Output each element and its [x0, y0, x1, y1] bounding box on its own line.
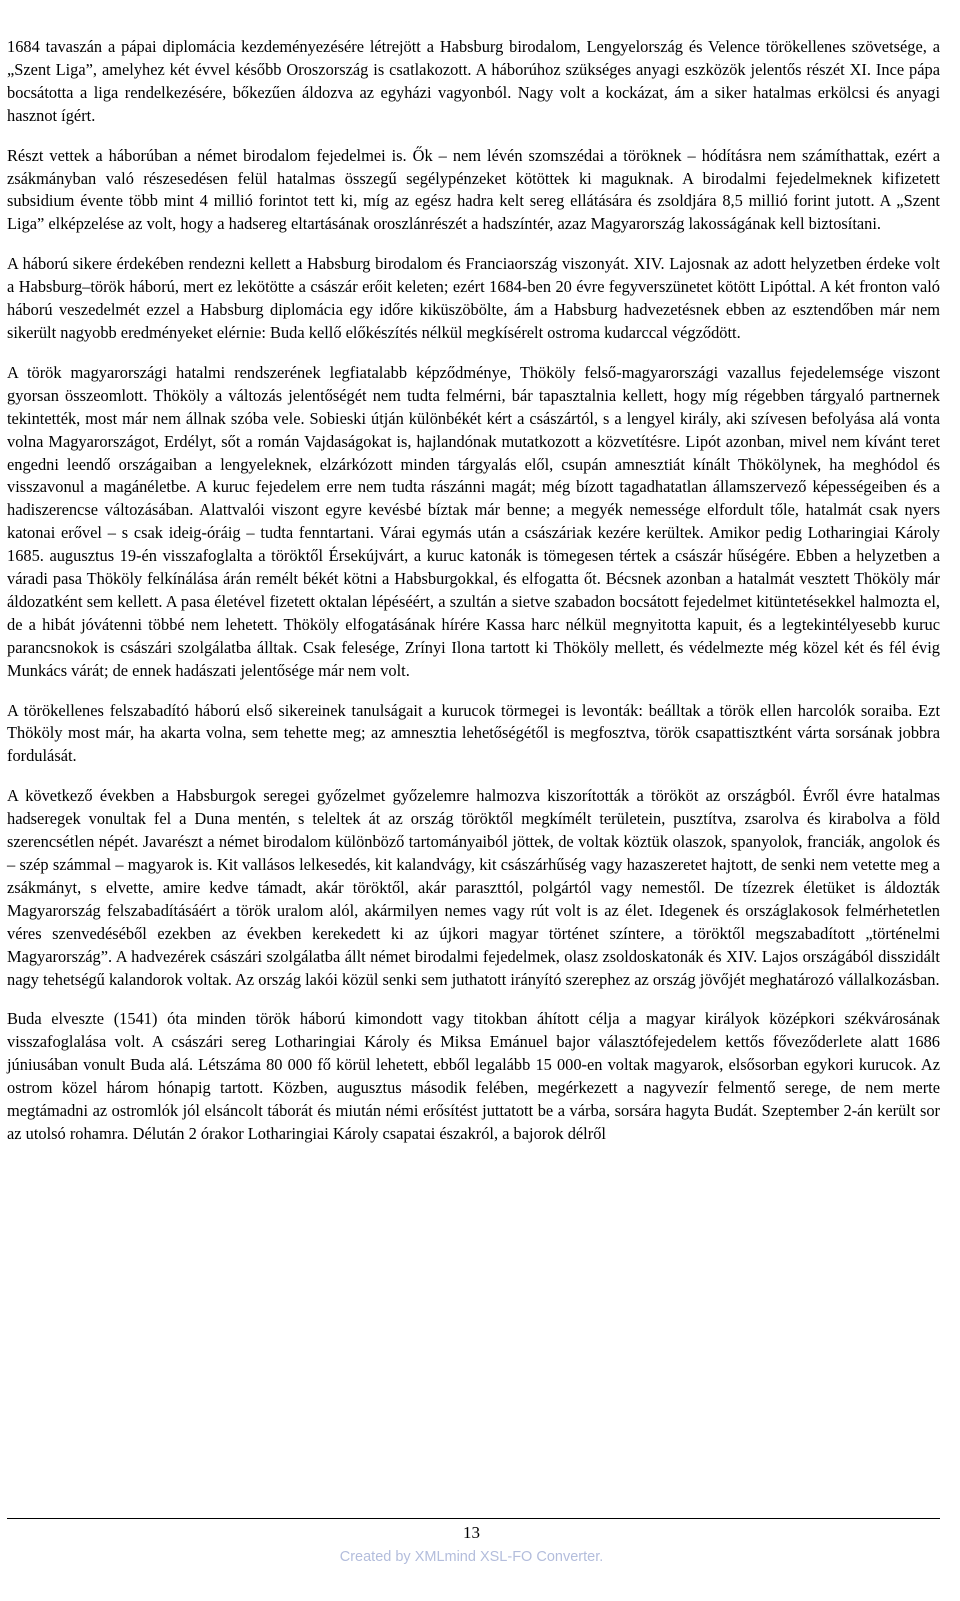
- footer-divider: [7, 1518, 940, 1519]
- paragraph-5: A törökellenes felszabadító háború első sikereinek tanulságait a kurucok törmegei is levonták: beálltak a török ellen harcolók soraiba. Ezt Thököly most már, ha akarta volna, sem tehette meg; az amnesztia lehetőségétől is megfosztva, török csapattisztként várta sorsának jobbra fordulását.: [7, 700, 940, 766]
- page-number: 13: [463, 1523, 480, 1542]
- paragraph-4: A török magyarországi hatalmi rendszerének legfiatalabb képződménye, Thököly felső-magyarországi vazallus fejedelemsége viszont gyorsan összeomlott. Thököly a változás jelentőségét nem tudta felmérni, bár tapasztalnia kellett, hogy míg régebben tárgyaló partnernek tekintették, most már nem állnak szóba vele. Sobieski útján különbékét kért a császártól, s a lengyel király, aki szívesen befolyása alá vonta volna Magyarországot, Erdélyt, sőt a román Vajdaságokat is, hajlandónak mutatkozott a közvetítésre. Lipót azonban, mivel nem kívánt teret engedni leendő országaiban a lengyeleknek, elzárkózott minden tárgyalás elől, csupán amnesztiát kínált Thökölynek, ha meghódol és visszavonul a magánéletbe. A kuruc fejedelem erre nem tudta rászánni magát; még bízott tagadhatatlan államszervező képességeiben és a hadiszerencse változásában. Alattvalói viszont egyre kevésbé bíztak már benne; a megyék nemessége elfordult tőle, hatalmát csak nyers katonai erővel – s csak ideig-óráig – tudta fenntartani. Várai egymás után a császáriak kezére kerültek. Amikor pedig Lotharingiai Károly 1685. augusztus 19-én visszafoglalta a töröktől Érsekújvárt, a kuruc katonák is tömegesen tértek a császár hűségére. Ebben a helyzetben a váradi pasa Thököly felkínálása árán remélt békét kötni a Habsburgokkal, és elfogatta őt. Bécsnek azonban a hatalmát vesztett Thököly már áldozatként sem kellett. A pasa életével fizetett oktalan lépéséért, a szultán a sietve szabadon bocsátott fejedelmet kitüntetésekkel halmozta el, de a hibát jóvátenni többé nem lehetett. Thököly elfogatásának hírére Kassa harc nélkül megnyitotta kapuit, és a legtekintélyesebb kuruc parancsnokok is császári szolgálatba álltak. Csak felesége, Zrínyi Ilona tartott ki Thököly mellett, és védelmezte még közel két és fél évig Munkács várát; de ennek hadászati jelentősége már nem volt.: [7, 362, 940, 680]
- paragraph-1: 1684 tavaszán a pápai diplomácia kezdeményezésére létrejött a Habsburg birodalom, Lengyelország és Velence törökellenes szövetsége, a „Szent Liga”, amelyhez két évvel később Oroszország is csatlakozott. A háborúhoz szükséges anyagi eszközök jelentős részét XI. Ince pápa bocsátotta a liga rendelkezésére, bőkezűen áldozva az egyházi vagyonból. Nagy volt a kockázat, ám a siker hatalmas erkölcsi és anyagi hasznot ígért.: [7, 37, 940, 125]
- generator-watermark: Created by XMLmind XSL-FO Converter.: [339, 1549, 604, 1565]
- paragraph-7: Buda elveszte (1541) óta minden török háború kimondott vagy titokban áhított célja a magyar királyok középkori székvárosának visszafoglalása volt. A császári sereg Lotharingiai Károly és Miksa Emánuel bajor választófejedelem kettős főveződerlete alatt 1686 júniusában vonult Buda alá. Létszáma 80 000 fő körül lehetett, ebből legalább 15 000-en voltak magyarok, elsősorban egykori kurucok. Az ostrom közel három hónapig tartott. Közben, augusztus második felében, megérkezett a nagyvezír felmentő serege, de nem merte megtámadni az ostromlók jól elsáncolt táborát és miután némi erősítést juttatott be a várba, sorsára hagyta Budát. Szeptember 2-án került sor az utolsó rohamra. Délután 2 órakor Lotharingiai Károly csapatai északról, a bajorok délről: [7, 1009, 940, 1143]
- paragraph-2: Részt vettek a háborúban a német birodalom fejedelmei is. Ők – nem lévén szomszédai a töröknek – hódításra nem számíthattak, ezért a zsákmányban való részesedésen felül hatalmas összegű segélypénzeket kötöttek ki maguknak. A birodalmi fejedelmeknek kifizetett subsidium évente több mint 4 millió forintot tett ki, míg az egész hadra kelt sereg ellátására és zsoldjára 8,5 millió forint jutott. A „Szent Liga” elképzelése az volt, hogy a hadsereg eltartásának oroszlánrészét a hadszíntér, azaz Magyarország lakosságának kell biztosítani.: [7, 145, 940, 234]
- paragraph-3: A háború sikere érdekében rendezni kellett a Habsburg birodalom és Franciaország viszonyát. XIV. Lajosnak az adott helyzetben érdeke volt a Habsburg–török háború, mert ez lekötötte a császár erőit keleten; ezért 1684-ben 20 évre fegyverszünetet kötött Lipóttal. A két fronton való háború veszedelmét ezzel a Habsburg diplomácia egy időre kiküszöbölte, ám a Habsburg hadvezetésnek ebben az esztendőben már nem sikerült nagyobb eredményeket elérnie: Buda kellő előkészítés nélkül megkísérelt ostroma kudarccal végződött.: [7, 254, 940, 342]
- paragraph-6: A következő években a Habsburgok seregei győzelmet győzelemre halmozva kiszorították a törököt az országból. Évről évre hatalmas hadseregek vonultak fel a Duna mentén, s teleltek át az ország töröktől megkímélt területein, pusztítva, zsarolva és kirabolva a föld szerencsétlen népét. Javarészt a német birodalom különböző tartományaiból jöttek, de voltak köztük olaszok, spanyolok, franciák, angolok és – szép számmal – magyarok is. Kit vallásos lelkesedés, kit kalandvágy, kit császárhűség vagy hazaszeretet hajtott, de senki nem vetette meg a zsákmányt, s elvette, amire kedve támadt, akár töröktől, akár paraszttól, polgártól vagy nemestől. De tízezrek életüket is áldozták Magyarország felszabadításáért a török uralom alól, akármilyen nemes vagy rút volt is az élet. Idegenek és országlakosok felmérhetetlen véres szenvedéséből ezekben az években kerekedett ki az újkori magyar történet színtere, a töröktől megszabadított „történelmi Magyarország”. A hadvezérek császári szolgálatba állt német birodalmi fejedelmek, olasz zsoldoskatonák és XIV. Lajos országából disszidált nagy tehetségű kalandorok voltak. Az ország lakói közül senki sem juthatott irányító szerephez az ország jövőjét meghatározó vállalkozásban.: [7, 786, 940, 989]
- body-text: [7, 36, 940, 1163]
